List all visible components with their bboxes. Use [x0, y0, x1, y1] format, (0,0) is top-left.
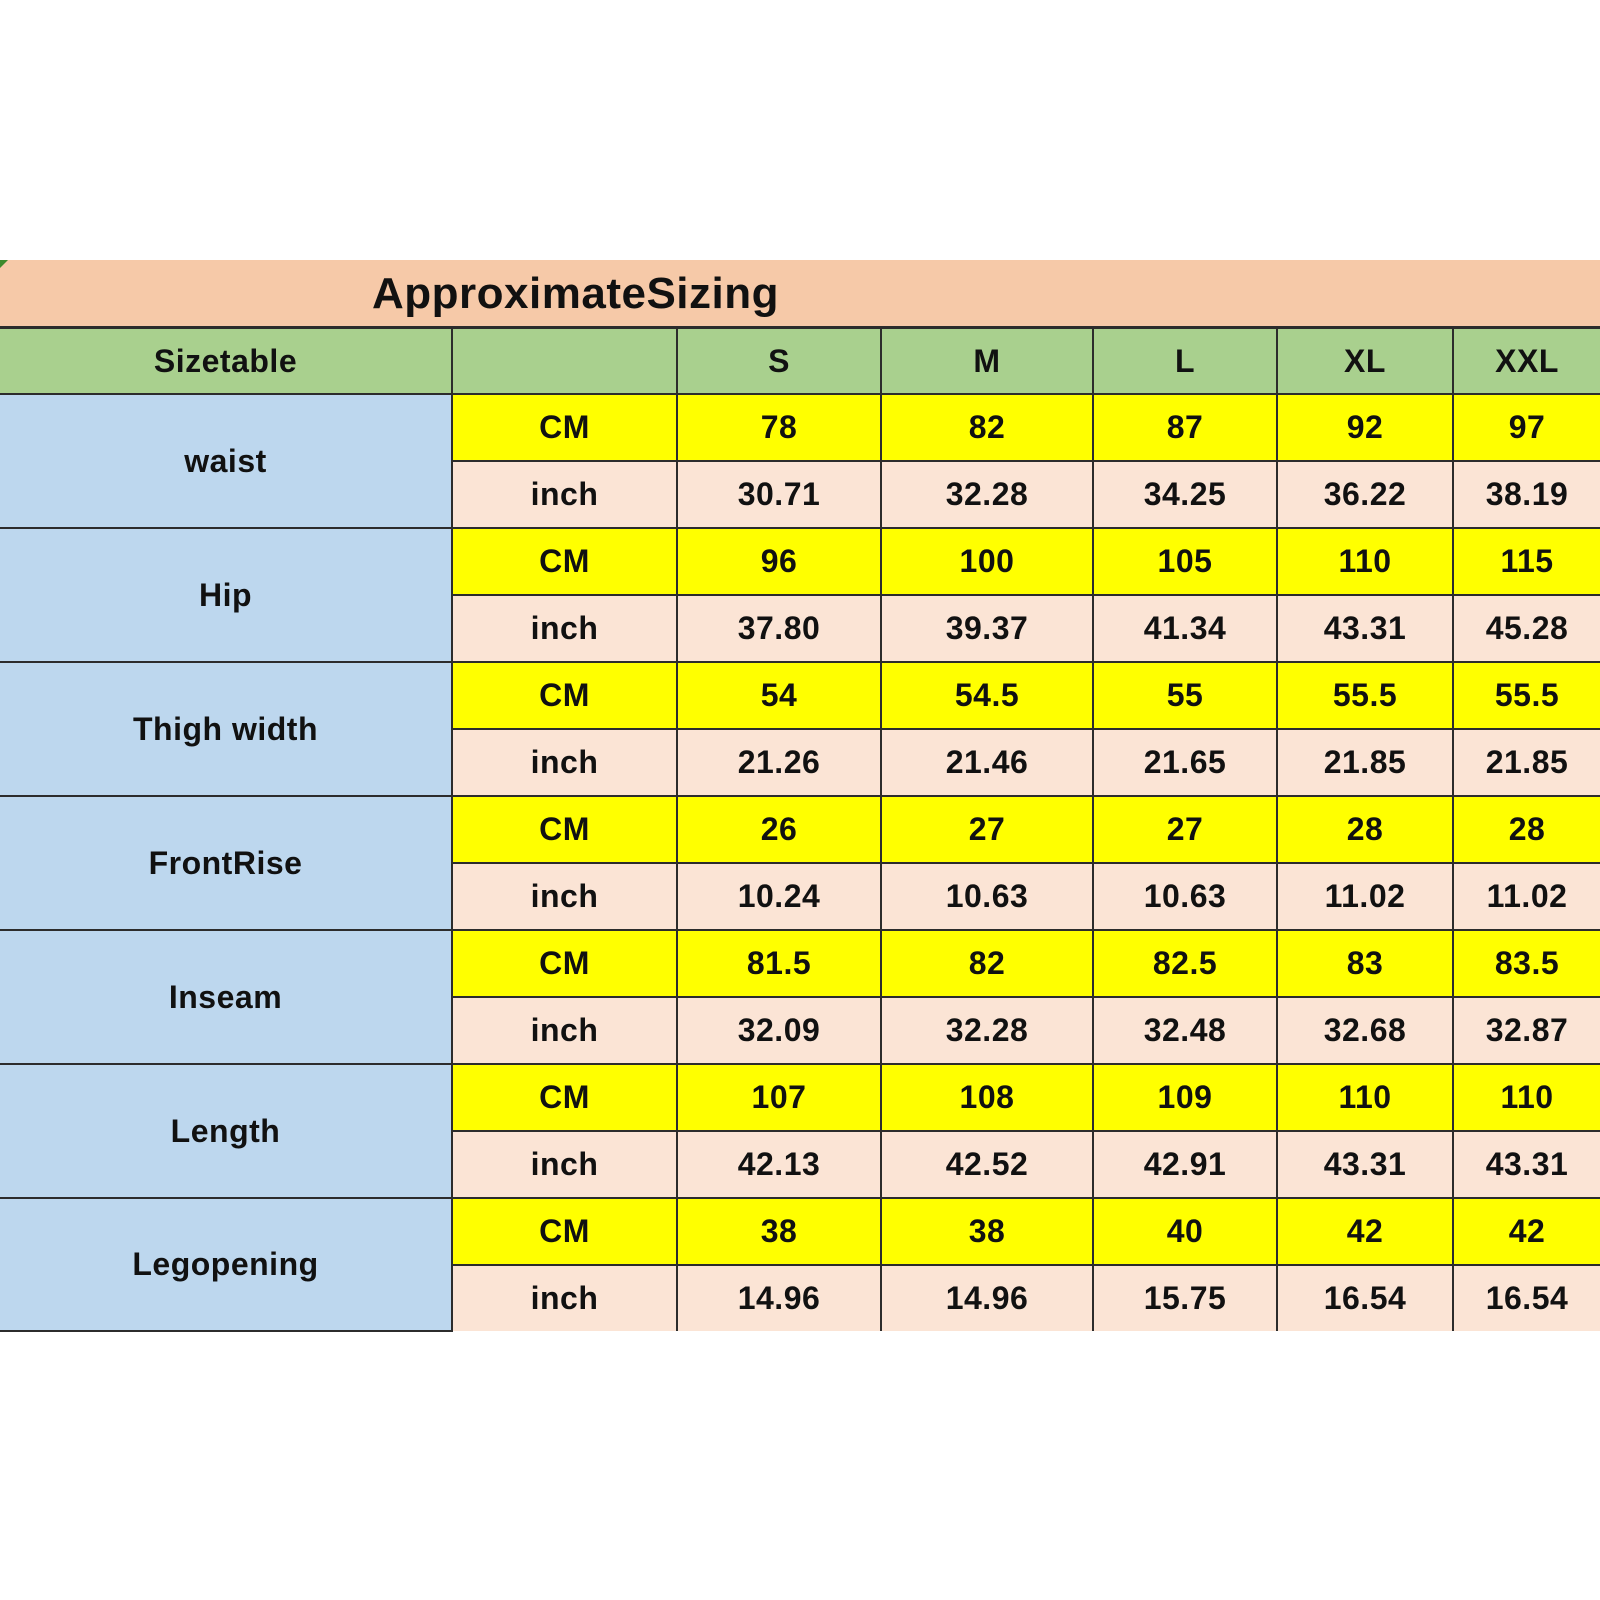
value-cell-xl: 110: [1277, 1064, 1453, 1131]
measurement-label: Inseam: [0, 930, 452, 1064]
value-cell-xl: 42: [1277, 1198, 1453, 1265]
value-cell-m: 32.28: [881, 997, 1093, 1064]
value-cell-xl: 55.5: [1277, 662, 1453, 729]
unit-label-cm: CM: [452, 528, 677, 595]
table-row-waist-cm: [0, 394, 1600, 461]
value-cell-xxl: 55.5: [1453, 662, 1600, 729]
value-cell-s: 30.71: [677, 461, 881, 528]
value-cell-xxl: 43.31: [1453, 1131, 1600, 1198]
value-cell-m: 27: [881, 796, 1093, 863]
table-row-inseam-cm: [0, 930, 1600, 997]
title-band: [0, 260, 1600, 328]
measurement-label: waist: [0, 394, 452, 528]
table-row-thigh-width-cm: [0, 662, 1600, 729]
measurement-label: Length: [0, 1064, 452, 1198]
measurement-label: Hip: [0, 528, 452, 662]
header-row: [0, 328, 1600, 394]
value-cell-xl: 21.85: [1277, 729, 1453, 796]
value-cell-xxl: 97: [1453, 394, 1600, 461]
value-cell-m: 14.96: [881, 1265, 1093, 1331]
unit-label-cm: CM: [452, 1198, 677, 1265]
corner-mark: [0, 260, 8, 268]
value-cell-xxl: 11.02: [1453, 863, 1600, 930]
value-cell-xxl: 83.5: [1453, 930, 1600, 997]
page-title: ApproximateSizing: [372, 269, 779, 318]
value-cell-xl: 11.02: [1277, 863, 1453, 930]
value-cell-m: 82: [881, 930, 1093, 997]
value-cell-l: 55: [1093, 662, 1277, 729]
table-row-hip-cm: [0, 528, 1600, 595]
value-cell-s: 54: [677, 662, 881, 729]
value-cell-l: 82.5: [1093, 930, 1277, 997]
unit-label-cm: CM: [452, 1064, 677, 1131]
value-cell-s: 96: [677, 528, 881, 595]
value-cell-xl: 28: [1277, 796, 1453, 863]
value-cell-m: 39.37: [881, 595, 1093, 662]
value-cell-xxl: 38.19: [1453, 461, 1600, 528]
value-cell-m: 42.52: [881, 1131, 1093, 1198]
value-cell-s: 42.13: [677, 1131, 881, 1198]
value-cell-xxl: 28: [1453, 796, 1600, 863]
value-cell-l: 42.91: [1093, 1131, 1277, 1198]
unit-label-cm: CM: [452, 662, 677, 729]
value-cell-s: 10.24: [677, 863, 881, 930]
value-cell-l: 15.75: [1093, 1265, 1277, 1331]
unit-label-inch: inch: [452, 997, 677, 1064]
size-header-m: M: [881, 328, 1093, 394]
value-cell-xxl: 42: [1453, 1198, 1600, 1265]
value-cell-xl: 32.68: [1277, 997, 1453, 1064]
value-cell-s: 14.96: [677, 1265, 881, 1331]
value-cell-xl: 43.31: [1277, 1131, 1453, 1198]
value-cell-xl: 92: [1277, 394, 1453, 461]
header-label: Sizetable: [0, 328, 452, 394]
size-table: [0, 327, 1600, 1332]
measurement-label: Legopening: [0, 1198, 452, 1331]
value-cell-xxl: 32.87: [1453, 997, 1600, 1064]
value-cell-l: 27: [1093, 796, 1277, 863]
header-unit-cell: [452, 328, 677, 394]
table-row-length-cm: [0, 1064, 1600, 1131]
value-cell-m: 82: [881, 394, 1093, 461]
value-cell-s: 81.5: [677, 930, 881, 997]
size-header-xl: XL: [1277, 328, 1453, 394]
value-cell-m: 10.63: [881, 863, 1093, 930]
value-cell-xxl: 21.85: [1453, 729, 1600, 796]
value-cell-s: 37.80: [677, 595, 881, 662]
value-cell-xl: 43.31: [1277, 595, 1453, 662]
unit-label-inch: inch: [452, 863, 677, 930]
measurement-label: Thigh width: [0, 662, 452, 796]
value-cell-xl: 83: [1277, 930, 1453, 997]
value-cell-s: 107: [677, 1064, 881, 1131]
unit-label-inch: inch: [452, 461, 677, 528]
value-cell-xxl: 110: [1453, 1064, 1600, 1131]
value-cell-m: 54.5: [881, 662, 1093, 729]
unit-label-inch: inch: [452, 595, 677, 662]
value-cell-s: 38: [677, 1198, 881, 1265]
value-cell-xl: 16.54: [1277, 1265, 1453, 1331]
value-cell-xxl: 16.54: [1453, 1265, 1600, 1331]
unit-label-cm: CM: [452, 796, 677, 863]
value-cell-l: 41.34: [1093, 595, 1277, 662]
size-header-l: L: [1093, 328, 1277, 394]
unit-label-cm: CM: [452, 394, 677, 461]
value-cell-m: 21.46: [881, 729, 1093, 796]
value-cell-l: 87: [1093, 394, 1277, 461]
value-cell-l: 34.25: [1093, 461, 1277, 528]
value-cell-m: 108: [881, 1064, 1093, 1131]
value-cell-l: 21.65: [1093, 729, 1277, 796]
unit-label-inch: inch: [452, 1131, 677, 1198]
measurement-label: FrontRise: [0, 796, 452, 930]
value-cell-xl: 110: [1277, 528, 1453, 595]
value-cell-l: 10.63: [1093, 863, 1277, 930]
size-header-s: S: [677, 328, 881, 394]
unit-label-inch: inch: [452, 1265, 677, 1331]
value-cell-s: 26: [677, 796, 881, 863]
size-header-xxl: XXL: [1453, 328, 1600, 394]
value-cell-l: 109: [1093, 1064, 1277, 1131]
value-cell-l: 32.48: [1093, 997, 1277, 1064]
value-cell-l: 40: [1093, 1198, 1277, 1265]
value-cell-l: 105: [1093, 528, 1277, 595]
value-cell-m: 38: [881, 1198, 1093, 1265]
value-cell-m: 100: [881, 528, 1093, 595]
value-cell-m: 32.28: [881, 461, 1093, 528]
value-cell-xxl: 115: [1453, 528, 1600, 595]
value-cell-s: 78: [677, 394, 881, 461]
value-cell-xl: 36.22: [1277, 461, 1453, 528]
table-row-frontrise-cm: [0, 796, 1600, 863]
value-cell-xxl: 45.28: [1453, 595, 1600, 662]
unit-label-cm: CM: [452, 930, 677, 997]
value-cell-s: 21.26: [677, 729, 881, 796]
table-row-legopening-cm: [0, 1198, 1600, 1265]
value-cell-s: 32.09: [677, 997, 881, 1064]
unit-label-inch: inch: [452, 729, 677, 796]
